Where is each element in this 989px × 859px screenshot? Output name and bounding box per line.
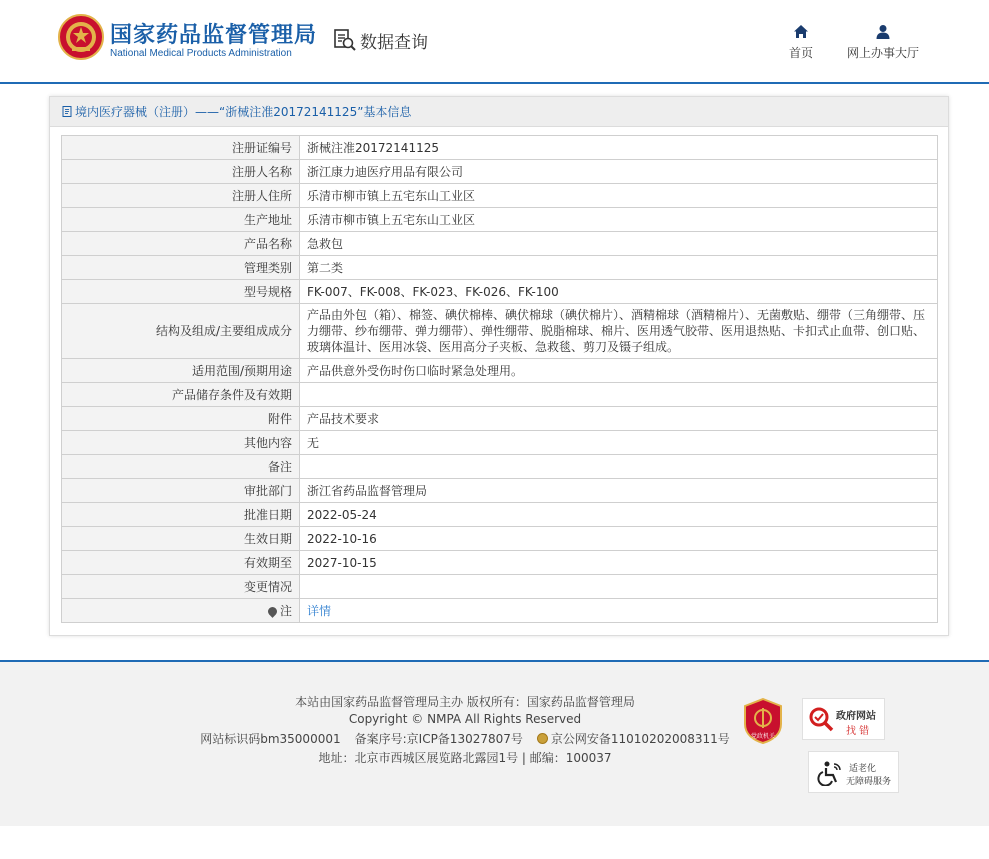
site-footer [0, 660, 989, 826]
magnifier-icon [807, 705, 835, 733]
note-value-cell [300, 599, 938, 623]
footer-sponsor: 本站由国家药品监督管理局主办 版权所有：国家药品监督管理局 [295, 695, 635, 709]
footer-police-text: 京公网安备11010202008311号 [550, 732, 730, 746]
badge-access-line2: 无障碍服务 [846, 777, 892, 787]
row-value: 浙江省药品监督管理局 [300, 479, 938, 503]
accessibility-icon [817, 760, 843, 786]
registration-info-table [61, 135, 938, 623]
row-label: 注册人住所 [62, 184, 300, 208]
table-row [62, 232, 938, 256]
table-row [62, 383, 938, 407]
table-row [62, 208, 938, 232]
row-value: 产品技术要求 [300, 407, 938, 431]
table-row [62, 407, 938, 431]
nav-home[interactable] [788, 24, 814, 61]
footer-copyright: Copyright © NMPA All Rights Reserved [348, 712, 582, 726]
site-header [0, 0, 989, 84]
row-value: 产品由外包（箱）、棉签、碘伏棉棒、碘伏棉球（碘伏棉片）、酒精棉球（酒精棉片）、无菌敷贴、绷带（三角绷带、压力绷带、纱布绷带、弹力绷带）、弹性绷带、脱脂棉球、棉片、医用透气胶带、医用退热贴、卡扣式止血带、创口贴、玻璃体温计、医用冰袋、医用高分子夹板、急救毯、剪刀及镊子组成。 [300, 304, 938, 359]
badge-access-line1: 适老化 [849, 764, 877, 774]
row-label: 变更情况 [62, 575, 300, 599]
accessibility-service-badge[interactable] [808, 751, 899, 793]
gov-website-find-error-badge[interactable] [802, 698, 885, 740]
table-row [62, 527, 938, 551]
row-value: 2022-10-16 [300, 527, 938, 551]
table-row [62, 256, 938, 280]
row-value: 乐清市柳市镇上五宅东山工业区 [300, 208, 938, 232]
row-label: 备注 [62, 455, 300, 479]
row-value: 乐清市柳市镇上五宅东山工业区 [300, 184, 938, 208]
row-label: 审批部门 [62, 479, 300, 503]
panel-title-bar [50, 97, 948, 127]
row-label: 适用范围/预期用途 [62, 359, 300, 383]
badge-find-title: 政府网站 [836, 711, 876, 722]
table-row [62, 575, 938, 599]
row-label: 注册人名称 [62, 160, 300, 184]
row-label: 批准日期 [62, 503, 300, 527]
footer-icp[interactable]: 备案序号:京ICP备13027807号 [354, 732, 523, 746]
footer-police-record[interactable] [537, 730, 730, 747]
row-label: 管理类别 [62, 256, 300, 280]
row-value [300, 575, 938, 599]
pin-icon [266, 605, 279, 618]
row-label: 产品名称 [62, 232, 300, 256]
party-government-badge-icon[interactable] [743, 698, 783, 744]
row-label: 其他内容 [62, 431, 300, 455]
table-row [62, 431, 938, 455]
user-icon [875, 24, 891, 40]
document-icon [62, 106, 73, 117]
site-title-cn: 国家药品监督管理局 [110, 23, 318, 48]
table-row [62, 160, 938, 184]
nav-online-service-hall[interactable] [845, 24, 921, 61]
footer-registration-line [0, 730, 930, 747]
data-search-icon [333, 28, 357, 52]
row-value: 浙江康力迪医疗用品有限公司 [300, 160, 938, 184]
national-emblem-icon[interactable] [58, 14, 104, 60]
table-row [62, 359, 938, 383]
row-label: 注册证编号 [62, 136, 300, 160]
footer-site-id: 网站标识码bm35000001 [200, 732, 341, 746]
row-value: 急救包 [300, 232, 938, 256]
row-value: 产品供意外受伤时伤口临时紧急处理用。 [300, 359, 938, 383]
row-label: 生产地址 [62, 208, 300, 232]
data-query-link[interactable] [333, 28, 428, 52]
row-value: FK-007、FK-008、FK-023、FK-026、FK-100 [300, 280, 938, 304]
row-label: 附件 [62, 407, 300, 431]
site-title-en: National Medical Products Administration [110, 48, 292, 59]
row-value: 2027-10-15 [300, 551, 938, 575]
nav-online-service-hall-label: 网上办事大厅 [846, 46, 919, 60]
row-value: 2022-05-24 [300, 503, 938, 527]
badge-party-text: 党政机关 [750, 733, 776, 740]
footer-address: 地址：北京市西城区展览路北露园1号 | 邮编：100037 [318, 751, 612, 765]
row-label: 注 [279, 603, 292, 618]
row-value [300, 383, 938, 407]
nav-home-label: 首页 [788, 46, 813, 60]
table-row [62, 479, 938, 503]
info-panel [49, 96, 949, 636]
row-value: 无 [300, 431, 938, 455]
table-row [62, 455, 938, 479]
table-row [62, 551, 938, 575]
row-label: 型号规格 [62, 280, 300, 304]
row-label: 结构及组成/主要组成成分 [62, 304, 300, 359]
panel-title: 境内医疗器械（注册）——“浙械注准20172141125”基本信息 [75, 105, 412, 119]
table-row [62, 304, 938, 359]
police-emblem-icon [537, 733, 548, 744]
table-row [62, 599, 938, 623]
badge-find-sub: 找 错 [846, 726, 870, 737]
table-row [62, 503, 938, 527]
row-value: 浙械注准20172141125 [300, 136, 938, 160]
row-label: 产品储存条件及有效期 [62, 383, 300, 407]
row-value: 第二类 [300, 256, 938, 280]
note-label-cell [62, 599, 300, 623]
row-value [300, 455, 938, 479]
data-query-label: 数据查询 [360, 32, 428, 53]
table-row [62, 280, 938, 304]
row-label: 有效期至 [62, 551, 300, 575]
table-row [62, 136, 938, 160]
home-icon [793, 24, 809, 40]
details-link[interactable]: 详情 [307, 603, 332, 618]
table-row [62, 184, 938, 208]
row-label: 生效日期 [62, 527, 300, 551]
